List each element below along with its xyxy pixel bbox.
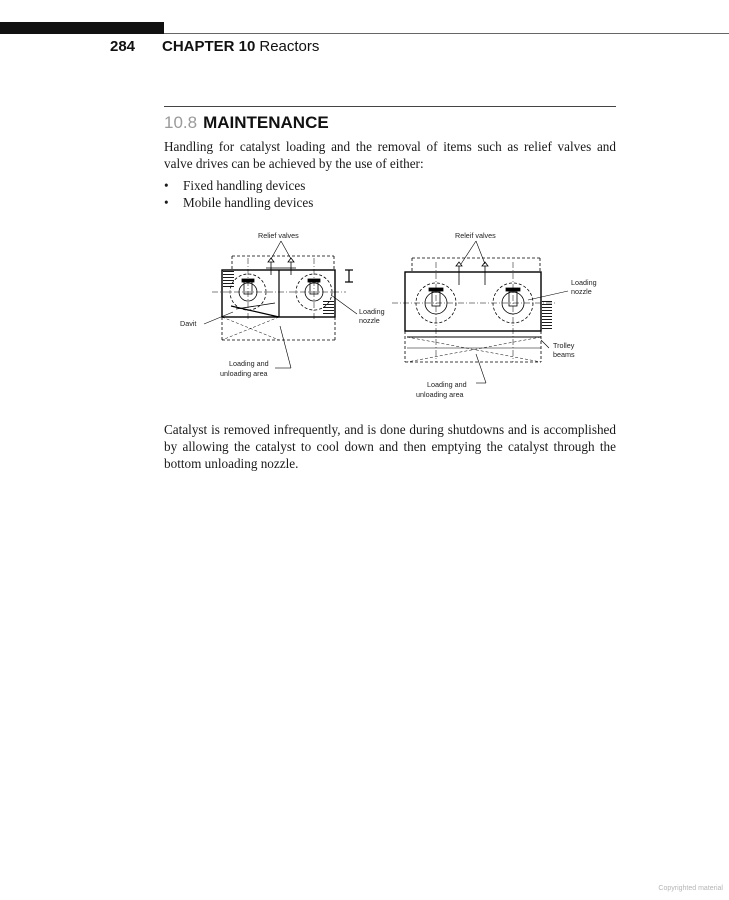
- label-davit: Davit: [180, 319, 197, 328]
- section-number: 10.8: [164, 113, 198, 132]
- list-item: • Mobile handling devices: [164, 194, 313, 211]
- label-loading-nozzle-right-2: nozzle: [571, 287, 592, 296]
- label-loading-area-right-2: unloading area: [416, 390, 464, 399]
- label-loading-nozzle-left-2: nozzle: [359, 316, 380, 325]
- catalyst-removal-paragraph: Catalyst is removed infrequently, and is done during shutdowns and is accomplished by allowing the catalyst to cool down and then emptying the catalyst through the bottom unloading nozzle.: [164, 422, 616, 471]
- intro-paragraph: Handling for catalyst loading and the removal of items such as relief valves and valve drives can be achieved by the use of either:: [164, 139, 616, 171]
- chapter-label: CHAPTER 10: [162, 38, 256, 55]
- label-trolley-beams-2: beams: [553, 350, 575, 359]
- label-loading-area-right-1: Loading and: [427, 380, 467, 389]
- list-item: • Fixed handling devices: [164, 177, 313, 194]
- left-reactor-drawing: [204, 241, 357, 368]
- page-number: 284: [110, 38, 136, 55]
- right-reactor-drawing: [392, 241, 568, 383]
- label-loading-area-left-1: Loading and: [229, 359, 269, 368]
- chapter-title: Reactors: [259, 38, 320, 55]
- label-loading-area-left-2: unloading area: [220, 369, 268, 378]
- label-loading-nozzle-left-1: Loading: [359, 307, 385, 316]
- section-title: MAINTENANCE: [203, 113, 329, 132]
- label-relief-valves-left: Relief valves: [258, 231, 299, 240]
- label-trolley-beams-1: Trolley: [553, 341, 575, 350]
- label-loading-nozzle-right-1: Loading: [571, 278, 597, 287]
- reactor-maintenance-figure: [0, 0, 729, 420]
- copyright-notice: Copyrighted material: [658, 885, 723, 892]
- label-relief-valves-right: Releif valves: [455, 231, 496, 240]
